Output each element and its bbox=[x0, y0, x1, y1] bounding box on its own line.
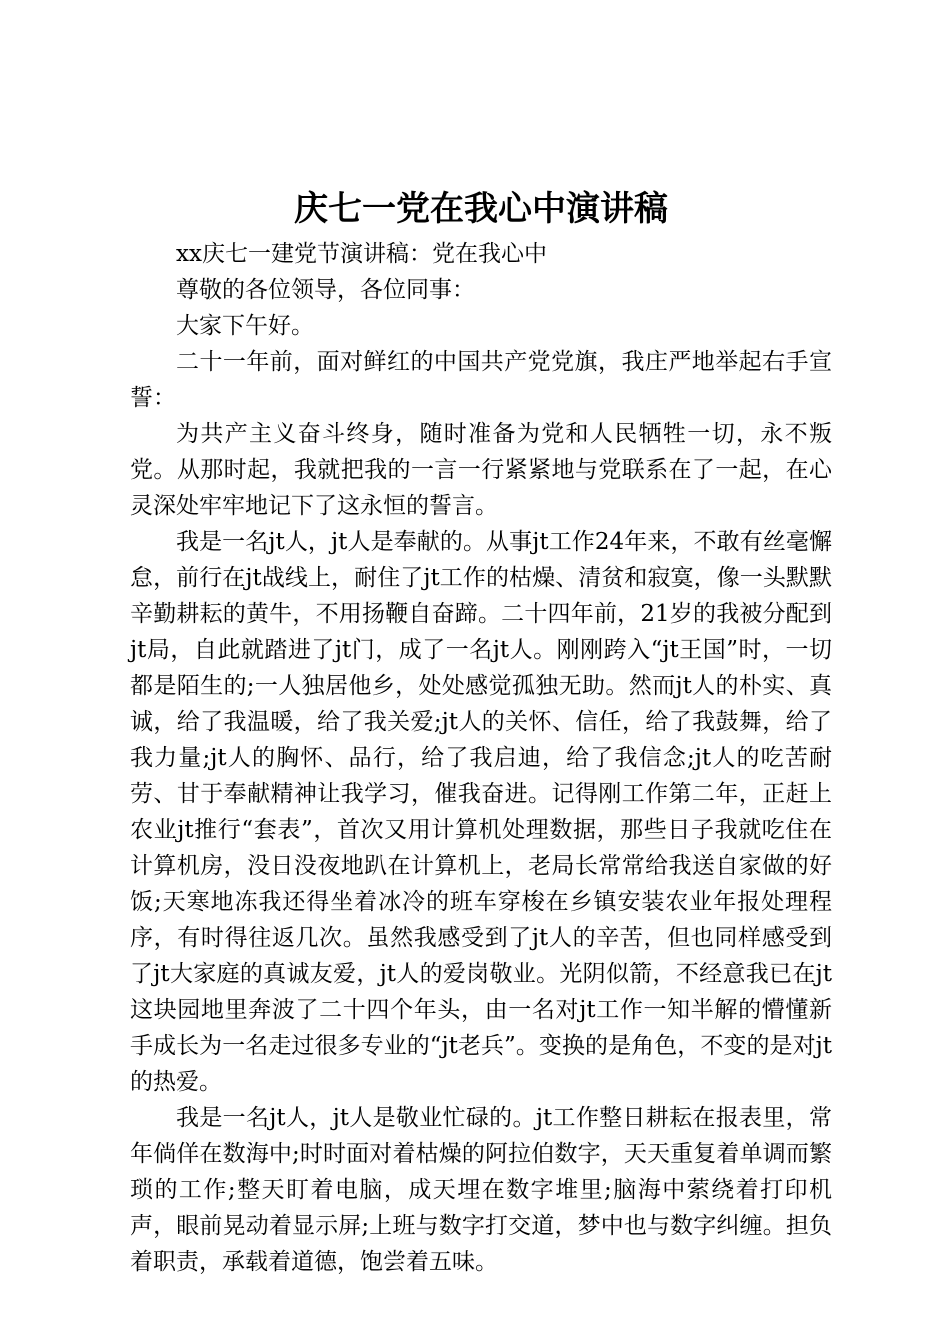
document-title: 庆七一党在我心中演讲稿 bbox=[294, 189, 668, 229]
paragraph-subtitle: xx庆七一建党节演讲稿：党在我心中 bbox=[176, 241, 547, 267]
paragraph-oath: 为共产主义奋斗终身，随时准备为党和人民牺牲一切，永不叛党。从那时起，我就把我的一言一行紧紧地与党联系在了一起，在心灵深处牢牢地记下了这永恒的誓言。 bbox=[130, 421, 832, 519]
paragraph-salutation: 尊敬的各位领导，各位同事： bbox=[176, 277, 475, 303]
paragraph-dedication: 我是一名jt人，jt人是奉献的。从事jt工作24年来，不敢有丝毫懈怠，前行在jt战线上，耐住了jt工作的枯燥、清贫和寂寞，像一头默默辛勤耕耘的黄牛，不用扬鞭自奋蹄。二十四年前，21岁的我被分配到jt局，自此就踏进了jt门，成了一名jt人。刚刚跨入“jt王国”时，一切都是陌生的;一人独居他乡，处处感觉孤独无助。然而jt人的朴实、真诚，给了我温暖，给了我关爱;jt人的关怀、信任，给了我鼓舞，给了我力量;jt人的胸怀、品行，给了我启迪，给了我信念;jt人的吃苦耐劳、甘于奉献精神让我学习，催我奋进。记得刚工作第二年，正赶上农业jt推行“套表”，首次又用计算机处理数据，那些日子我就吃住在计算机房，没日没夜地趴在计算机上，老局长常常给我送自家做的好饭;天寒地冻我还得坐着冰冷的班车穿梭在乡镇安装农业年报处理程序，有时得往返几次。虽然我感受到了jt人的辛苦，但也同样感受到了jt大家庭的真诚友爱，jt人的爱岗敬业。光阴似箭，不经意我已在jt这块园地里奔波了二十四个年头，由一名对jt工作一知半解的懵懂新手成长为一名走过很多专业的“jt老兵”。变换的是角色，不变的是对jt的热爱。 bbox=[130, 529, 832, 1095]
paragraph-diligence: 我是一名jt人，jt人是敬业忙碌的。jt工作整日耕耘在报表里，常年倘佯在数海中;时时面对着枯燥的阿拉伯数字，天天重复着单调而繁琐的工作;整天盯着电脑，成天埋在数字堆里;脑海中萦绕着打印机声，眼前晃动着显示屏;上班与数字打交道，梦中也与数字纠缠。担负着职责，承载着道德，饱尝着五味。 bbox=[130, 1105, 832, 1275]
document-page bbox=[130, 182, 832, 1280]
paragraph-greeting: 大家下午好。 bbox=[176, 313, 314, 339]
document-body bbox=[130, 236, 832, 1280]
paragraph-oath-intro: 二十一年前，面对鲜红的中国共产党党旗，我庄严地举起右手宣誓： bbox=[130, 349, 832, 411]
